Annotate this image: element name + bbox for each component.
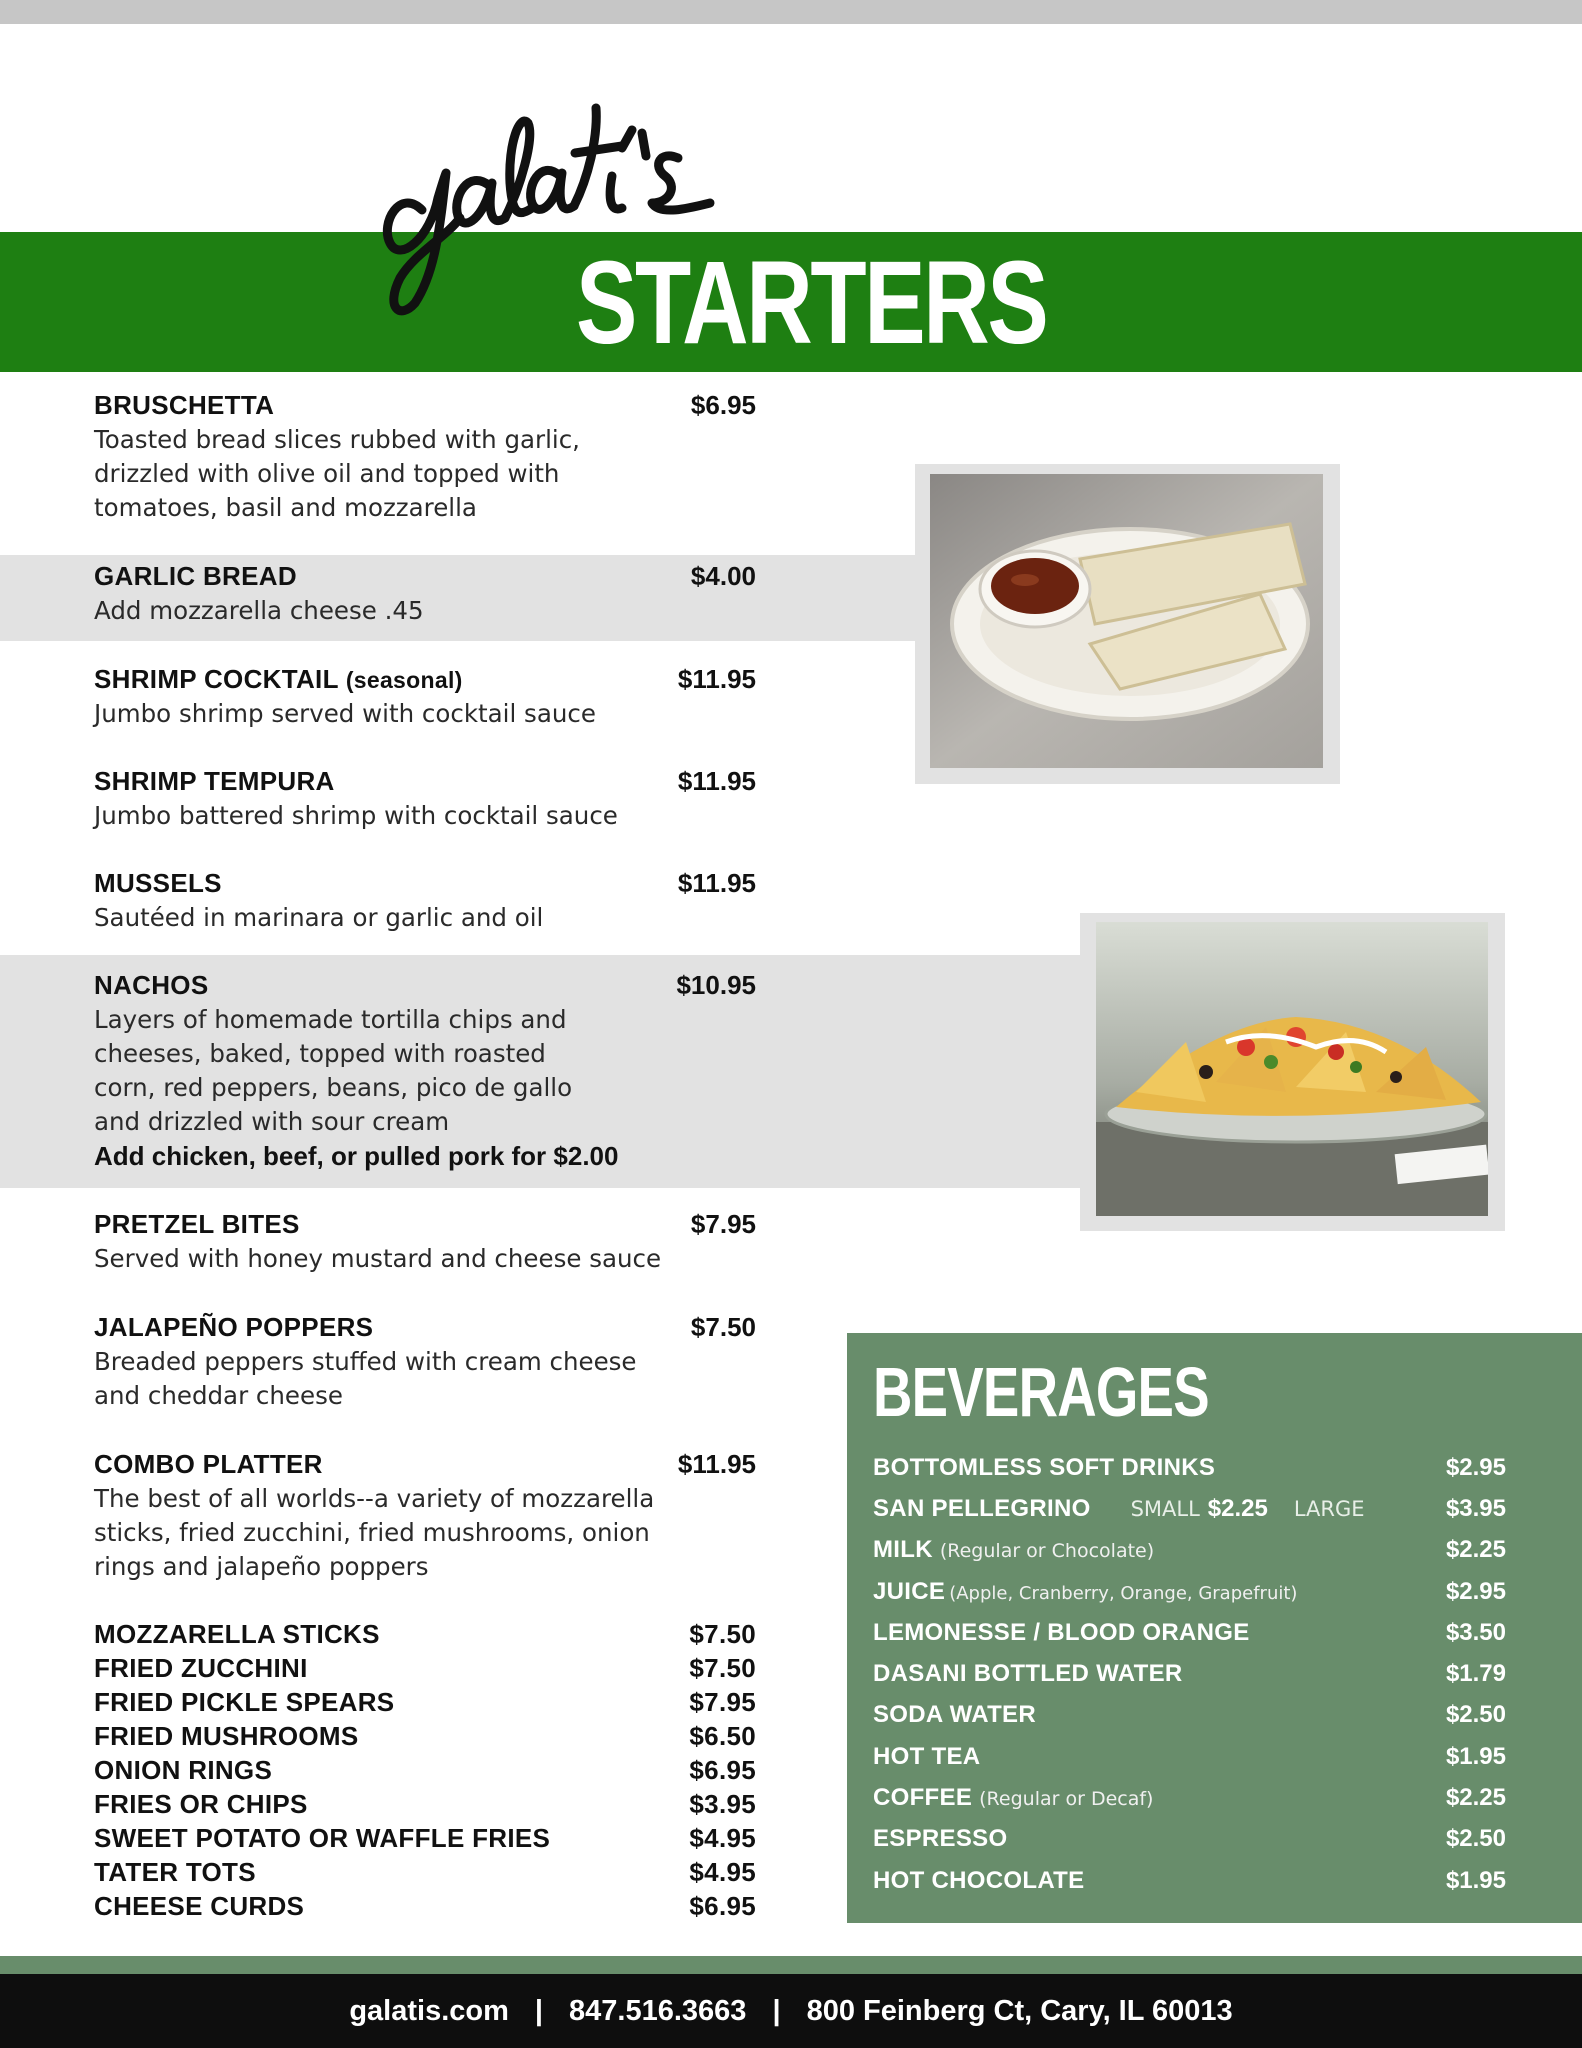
top-strip xyxy=(0,0,1582,24)
description-line: Sautéed in marinara or garlic and oil xyxy=(94,903,544,932)
beverages-title: BEVERAGES xyxy=(873,1353,1209,1431)
footer-accent-strip xyxy=(0,1956,1582,1974)
item-price: $6.95 xyxy=(690,390,756,420)
side-item xyxy=(94,1753,756,1787)
beverage-name: BOTTOMLESS SOFT DRINKS xyxy=(873,1453,1216,1481)
side-item xyxy=(94,1685,756,1719)
beverage-price: $2.95 xyxy=(1445,1577,1506,1605)
footer-separator: | xyxy=(534,1994,544,2027)
side-name: TATER TOTS xyxy=(94,1856,256,1887)
beverage-price: $3.50 xyxy=(1445,1618,1506,1646)
beverage-name: HOT TEA xyxy=(873,1742,981,1770)
item-price: $11.95 xyxy=(677,868,756,898)
item-description xyxy=(94,799,756,833)
description-line: The best of all worlds--a variety of mozzarella xyxy=(94,1484,655,1513)
menu-item xyxy=(94,1449,756,1584)
side-item xyxy=(94,1855,756,1889)
description-line: and cheddar cheese xyxy=(94,1381,343,1410)
description-line: drizzled with olive oil and topped with xyxy=(94,459,560,488)
beverage-price: $1.95 xyxy=(1445,1742,1506,1770)
beverage-price: $2.25 xyxy=(1445,1536,1506,1564)
garlic-bread-image xyxy=(930,474,1323,768)
menu-item xyxy=(94,664,756,731)
address: 800 Feinberg Ct, Cary, IL 60013 xyxy=(806,1994,1233,2027)
side-price: $7.95 xyxy=(689,1686,756,1717)
beverage-price: $3.95 xyxy=(1445,1494,1506,1522)
beverage-name: DASANI BOTTLED WATER xyxy=(873,1660,1183,1688)
description-line: rings and jalapeño poppers xyxy=(94,1552,429,1581)
item-price: $11.95 xyxy=(677,766,756,796)
beverage-item xyxy=(873,1860,1506,1901)
side-name: FRIED ZUCCHINI xyxy=(94,1652,308,1683)
description-line: Jumbo battered shrimp with cocktail sauce xyxy=(94,801,618,830)
garlic-bread-photo xyxy=(930,474,1323,768)
website-link[interactable]: galatis.com xyxy=(349,1994,509,2027)
item-name: PRETZEL BITES xyxy=(94,1209,300,1239)
beverage-note: (Regular or Decaf) xyxy=(979,1788,1154,1811)
size-price-small: $2.25 xyxy=(1207,1494,1268,1522)
item-name: BRUSCHETTA xyxy=(94,390,275,420)
beverage-name: JUICE xyxy=(873,1577,946,1605)
beverage-name: COFFEE xyxy=(873,1784,973,1812)
beverage-note: (Regular or Chocolate) xyxy=(939,1540,1155,1563)
section-title: STARTERS xyxy=(576,237,1047,369)
menu-item xyxy=(94,1312,756,1413)
beverage-price: $1.79 xyxy=(1445,1660,1506,1688)
beverage-item xyxy=(873,1695,1506,1736)
side-item xyxy=(94,1651,756,1685)
beverage-name: ESPRESSO xyxy=(873,1825,1008,1853)
beverage-item xyxy=(873,1736,1506,1777)
footer-bar xyxy=(0,1974,1582,2048)
side-name: CHEESE CURDS xyxy=(94,1890,305,1921)
beverage-price: $2.50 xyxy=(1445,1701,1506,1729)
side-item xyxy=(94,1821,756,1855)
nachos-photo xyxy=(1096,922,1488,1216)
side-price: $7.50 xyxy=(689,1652,756,1683)
side-name: SWEET POTATO OR WAFFLE FRIES xyxy=(94,1822,551,1853)
side-item xyxy=(94,1889,756,1923)
item-name: GARLIC BREAD xyxy=(94,561,297,591)
item-name: MUSSELS xyxy=(94,868,222,898)
beverage-item xyxy=(873,1819,1506,1860)
beverage-item xyxy=(873,1653,1506,1694)
menu-item xyxy=(94,766,756,833)
side-price: $6.50 xyxy=(689,1720,756,1751)
description-line: tomatoes, basil and mozzarella xyxy=(94,493,477,522)
menu-item xyxy=(94,868,756,935)
galatis-logo xyxy=(360,58,720,318)
item-price: $11.95 xyxy=(677,664,756,694)
beverage-item xyxy=(873,1612,1506,1653)
beverage-price: $2.95 xyxy=(1445,1453,1506,1481)
side-price: $6.95 xyxy=(689,1890,756,1921)
description-line: sticks, fried zucchini, fried mushrooms, onion xyxy=(94,1518,650,1547)
item-name: NACHOS xyxy=(94,970,209,1000)
sides-list xyxy=(94,1617,756,1923)
item-description xyxy=(94,697,756,731)
item-description xyxy=(94,594,756,628)
beverage-price: $1.95 xyxy=(1445,1866,1506,1894)
item-price: $4.00 xyxy=(690,561,756,591)
item-price: $7.95 xyxy=(690,1209,756,1239)
item-description xyxy=(94,423,756,525)
description-line: and drizzled with sour cream xyxy=(94,1107,450,1136)
beverage-price: $2.50 xyxy=(1445,1825,1506,1853)
side-price: $4.95 xyxy=(689,1856,756,1887)
size-label-small: SMALL xyxy=(1130,1496,1200,1521)
item-name: JALAPEÑO POPPERS xyxy=(94,1312,374,1342)
footer-separator: | xyxy=(772,1994,781,2027)
side-item xyxy=(94,1719,756,1753)
description-line: cheeses, baked, topped with roasted xyxy=(94,1039,546,1068)
beverages-list xyxy=(873,1447,1506,1901)
beverage-item xyxy=(873,1777,1506,1818)
beverages-panel xyxy=(847,1333,1582,1923)
side-price: $3.95 xyxy=(689,1788,756,1819)
item-price: $7.50 xyxy=(690,1312,756,1342)
description-line: Layers of homemade tortilla chips and xyxy=(94,1005,567,1034)
description-line: Breaded peppers stuffed with cream cheese xyxy=(94,1347,637,1376)
item-description xyxy=(94,901,756,935)
side-name: FRIES OR CHIPS xyxy=(94,1788,308,1819)
beverage-note: (Apple, Cranberry, Orange, Grapefruit) xyxy=(949,1582,1298,1604)
side-name: ONION RINGS xyxy=(94,1754,273,1785)
menu-item xyxy=(94,561,756,628)
beverage-price: $2.25 xyxy=(1445,1784,1506,1812)
side-name: FRIED MUSHROOMS xyxy=(94,1720,359,1751)
side-name: FRIED PICKLE SPEARS xyxy=(94,1686,395,1717)
item-name: SHRIMP COCKTAIL (seasonal) xyxy=(94,664,463,694)
beverage-item xyxy=(873,1571,1506,1612)
item-description xyxy=(94,1345,756,1413)
phone-number[interactable]: 847.516.3663 xyxy=(569,1994,747,2027)
item-description xyxy=(94,1482,756,1584)
menu-item xyxy=(94,390,756,525)
side-item xyxy=(94,1617,756,1651)
item-note: (seasonal) xyxy=(345,667,463,693)
side-price: $4.95 xyxy=(689,1822,756,1853)
size-label-large: LARGE xyxy=(1293,1496,1365,1521)
side-item xyxy=(94,1787,756,1821)
beverage-item xyxy=(873,1488,1506,1529)
beverage-name: SODA WATER xyxy=(873,1701,1036,1729)
side-price: $6.95 xyxy=(689,1754,756,1785)
item-price: $11.95 xyxy=(677,1449,756,1479)
item-name: SHRIMP TEMPURA xyxy=(94,766,335,796)
beverage-name: SAN PELLEGRINO xyxy=(873,1494,1091,1522)
side-price: $7.50 xyxy=(689,1618,756,1649)
item-name: COMBO PLATTER xyxy=(94,1449,323,1479)
item-description xyxy=(94,1003,756,1139)
item-addon: Add chicken, beef, or pulled pork for $2.00 xyxy=(94,1141,619,1171)
nachos-image xyxy=(1096,922,1488,1216)
item-price: $10.95 xyxy=(676,970,756,1000)
item-description xyxy=(94,1242,756,1276)
description-line: corn, red peppers, beans, pico de gallo xyxy=(94,1073,573,1102)
menu-item xyxy=(94,970,756,1173)
description-line: Jumbo shrimp served with cocktail sauce xyxy=(94,699,596,728)
menu-item xyxy=(94,1209,756,1276)
beverage-name: LEMONESSE / BLOOD ORANGE xyxy=(873,1618,1250,1646)
description-line: Add mozzarella cheese .45 xyxy=(94,596,424,625)
side-name: MOZZARELLA STICKS xyxy=(94,1618,380,1649)
description-line: Toasted bread slices rubbed with garlic, xyxy=(94,425,580,454)
description-line: Served with honey mustard and cheese sauce xyxy=(94,1244,662,1273)
beverage-item xyxy=(873,1530,1506,1571)
beverage-name: HOT CHOCOLATE xyxy=(873,1866,1085,1894)
beverage-name: MILK xyxy=(873,1536,933,1564)
beverage-item xyxy=(873,1447,1506,1488)
